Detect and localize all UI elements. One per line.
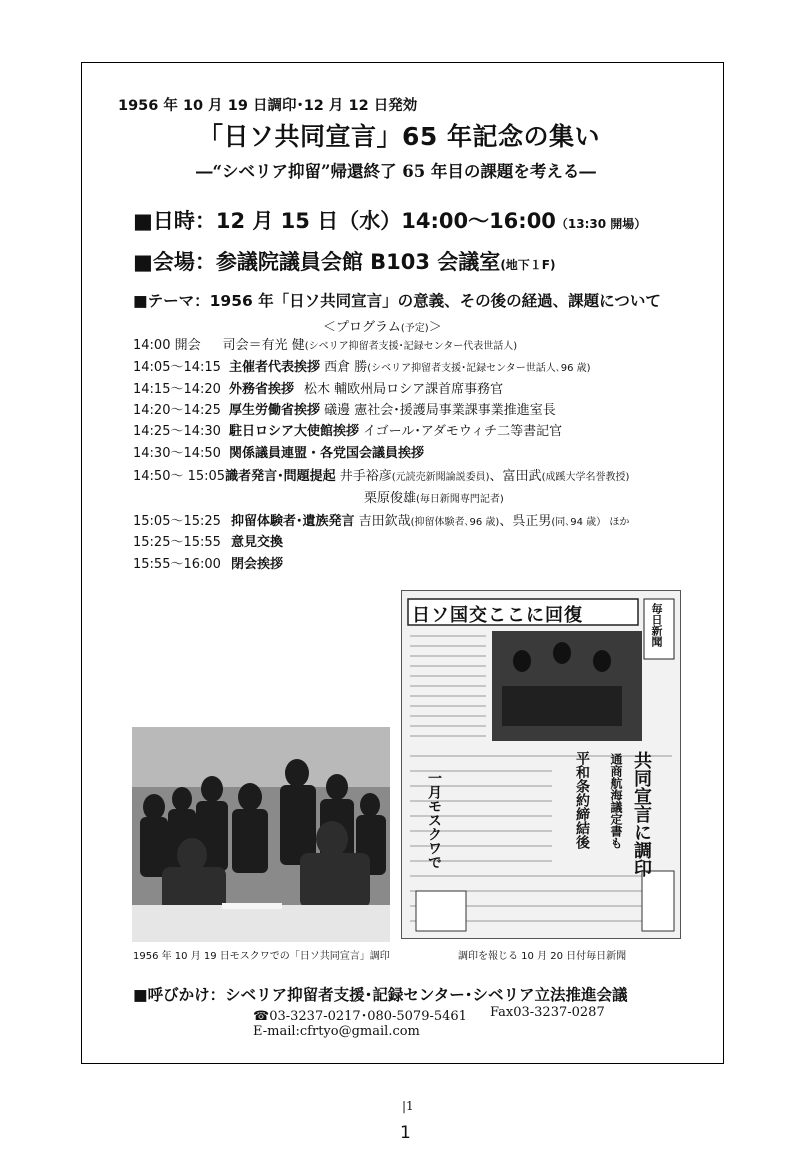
program-row: 14:15～14:20 外務省挨拶 松木 輔欧州局ロシア課首席事務官 [133,382,504,397]
program-row: 14:05～14:15 主催者代表挨拶 西倉 勝(シベリア抑留者支援･記録センター世話人､96 歳) [133,360,591,375]
organizer-fax: Fax03-3237-0287 [490,1005,605,1020]
photo-caption-right: 調印を報じる 10 月 20 日付毎日新聞 [458,951,627,962]
program-row: 14:20～14:25 厚生労働省挨拶 礒邊 憲社会･援護局事業課事業推進室長 [133,403,556,418]
signing-photo [132,727,390,942]
organizer-email: E-mail:cfrtyo@gmail.com [253,1024,420,1039]
program-row: 14:30～14:50 関係議員連盟・各党国会議員挨拶 [133,446,424,461]
signing-photo-art [132,727,390,942]
newspaper-clipping [401,590,681,939]
news-col3: 平和条約締結後 [574,751,590,849]
venue-label: ■会場：参議院議員会館 B103 会議室 [133,250,501,274]
news-headline: 日ソ国交ここに回復 [412,605,583,626]
program-row: 15:05～15:25 抑留体験者･遺族発言 吉田欽哉(抑留体験者､96 歳)、呉正男(同､94 歳） ほか [133,514,630,529]
event-theme: ■テーマ：1956 年「日ソ共同宣言」の意義、その後の経過、課題について [133,292,661,310]
news-col2: 通商航海議定書も [609,753,623,849]
event-datetime [133,205,646,235]
datetime-note: （13:30 開場） [555,217,647,231]
page-title: 「日ソ共同宣言」65 年記念の集い [198,122,600,151]
signing-date: 1956 年 10 月 19 日調印･12 月 12 日発効 [118,98,418,114]
news-col4: 一月モスクワで [426,771,442,869]
news-masthead: 毎日新聞 [650,603,663,647]
datetime-label: ■日時：12 月 15 日（水）14:00～16:00 [133,209,556,233]
event-venue [133,246,555,276]
venue-note: (地下１F) [500,258,556,272]
organizer-phone: ☎03-3237-0217･080-5079-5461 [253,1009,467,1024]
news-col1: 共同宣言に調印 [631,751,652,877]
program-row: 15:25～15:55 意見交換 [133,535,283,550]
page-number: 1 [400,1123,411,1143]
program-row: 15:55～16:00 閉会挨拶 [133,557,283,572]
program-row: 14:50～ 15:05識者発言･問題提起 井手裕彦(元読売新聞論説委員)、富田武(成蹊大学名誉教授) [133,469,630,484]
organizer-label: ■呼びかけ：シベリア抑留者支援･記録センター･シベリア立法推進会議 [133,986,628,1004]
program-row: 14:00 開会 司会＝有光 健(シベリア抑留者支援･記録センター代表世話人) [133,338,518,353]
program-heading: ＜プログラム(予定)＞ [323,320,442,335]
photo-caption-left: 1956 年 10 月 19 日モスクワでの「日ソ共同宣言」調印 [133,951,390,962]
page-number-marker: |1 [402,1099,414,1113]
page-subtitle: ―“シベリア抑留”帰還終了 65 年目の課題を考える― [196,162,596,181]
program-row: 14:25～14:30 駐日ロシア大使館挨拶 イゴール･アダモウィチ二等書記官 [133,424,563,439]
program-row: 栗原俊雄(毎日新聞専門記者) [364,491,504,506]
